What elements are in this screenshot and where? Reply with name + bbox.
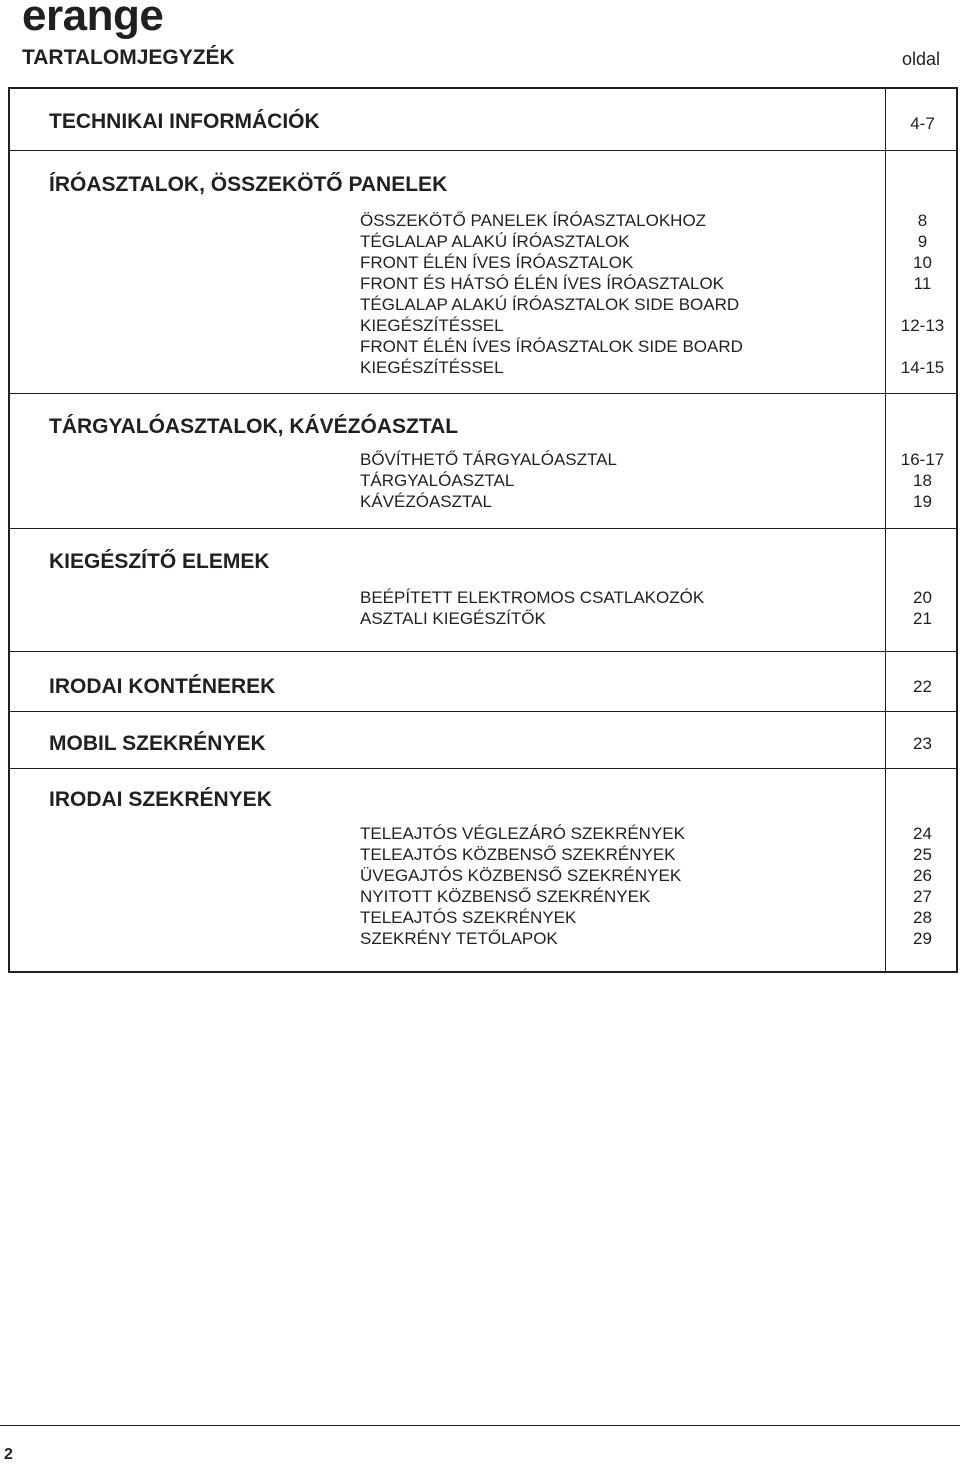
toc-entry[interactable]: TÉGLALAP ALAKÚ ÍRÓASZTALOK [360,232,630,251]
toc-entry[interactable]: TELEAJTÓS VÉGLEZÁRÓ SZEKRÉNYEK [360,824,685,843]
toc-page-number: 14-15 [900,358,945,377]
entry-list-iroasztalok [360,210,880,378]
row-divider [10,651,956,652]
toc-entry[interactable]: TELEAJTÓS SZEKRÉNYEK [360,908,577,927]
section-title-irodai-szekrenyek[interactable]: IRODAI SZEKRÉNYEK [49,788,272,811]
row-divider [10,393,956,394]
toc-page-number: 12-13 [900,316,945,335]
section-title-targyaloasztalok[interactable]: TÁRGYALÓASZTALOK, KÁVÉZÓASZTAL [49,415,459,438]
section-title-iroasztalok[interactable]: ÍRÓASZTALOK, ÖSSZEKÖTŐ PANELEK [49,173,448,196]
toc-page-number: 27 [913,887,932,906]
section-page-technikai: 4-7 [910,114,935,133]
toc-entry[interactable]: TELEAJTÓS KÖZBENSŐ SZEKRÉNYEK [360,845,676,864]
row-divider [10,768,956,769]
toc-page-number: 21 [913,609,932,628]
section-title-technikai[interactable]: TECHNIKAI INFORMÁCIÓK [49,110,320,133]
toc-entry[interactable]: FRONT ÉS HÁTSÓ ÉLÉN ÍVES ÍRÓASZTALOK [360,274,725,293]
brand-logo-rest: range [45,0,164,40]
toc-entry[interactable]: ÜVEGAJTÓS KÖZBENSŐ SZEKRÉNYEK [360,866,682,885]
toc-page-number: 11 [913,274,932,293]
entry-list-irodai-szekrenyek [360,823,880,949]
entry-list-kiegeszito-elemek [360,587,880,629]
toc-table [8,87,958,973]
toc-page-number: 8 [917,211,928,230]
row-divider [10,150,956,151]
toc-page-number [887,294,958,315]
page-number: 2 [4,1446,13,1463]
toc-entry[interactable]: SZEKRÉNY TETŐLAPOK [360,929,558,948]
toc-entry[interactable]: KIEGÉSZÍTÉSSEL [360,316,504,335]
footer-rule [0,1425,960,1426]
brand-logo: erange [22,0,163,38]
toc-page-number: 20 [913,588,932,607]
section-page-irodai-kontenerek: 22 [913,677,932,696]
page-list-iroasztalok [887,210,958,378]
toc-entry[interactable]: NYITOTT KÖZBENSŐ SZEKRÉNYEK [360,887,651,906]
toc-entry[interactable]: FRONT ÉLÉN ÍVES ÍRÓASZTALOK SIDE BOARD [360,337,743,356]
toc-entry[interactable]: FRONT ÉLÉN ÍVES ÍRÓASZTALOK [360,253,634,272]
page-list-irodai-szekrenyek [887,823,958,949]
page-list-kiegeszito-elemek [887,587,958,629]
section-page-mobil-szekrenyek: 23 [913,734,932,753]
toc-entry[interactable]: KÁVÉZÓASZTAL [360,492,492,511]
toc-page-number: 10 [913,253,932,272]
toc-page-number: 19 [913,492,932,511]
toc-entry[interactable]: BŐVÍTHETŐ TÁRGYALÓASZTAL [360,450,617,469]
entry-list-targyaloasztalok [360,449,880,512]
toc-page-number: 28 [913,908,932,927]
toc-entry[interactable]: TÉGLALAP ALAKÚ ÍRÓASZTALOK SIDE BOARD [360,295,740,314]
section-title-kiegeszito-elemek[interactable]: KIEGÉSZÍTŐ ELEMEK [49,550,270,573]
toc-entry[interactable]: BEÉPÍTETT ELEKTROMOS CSATLAKOZÓK [360,588,705,607]
toc-entry[interactable]: KIEGÉSZÍTÉSSEL [360,358,504,377]
toc-page-number [887,336,958,357]
column-divider [885,89,886,971]
toc-page-number: 18 [913,471,932,490]
row-divider [10,711,956,712]
toc-page-number: 9 [917,232,928,251]
toc-page-number: 26 [913,866,932,885]
toc-page-number: 25 [913,845,932,864]
page-title: TARTALOMJEGYZÉK [22,46,235,69]
section-title-irodai-kontenerek[interactable]: IRODAI KONTÉNEREK [49,675,276,698]
page-list-targyaloasztalok [887,449,958,512]
toc-page-number: 16-17 [900,450,945,469]
row-divider [10,528,956,529]
toc-entry[interactable]: ÖSSZEKÖTŐ PANELEK ÍRÓASZTALOKHOZ [360,211,707,230]
toc-entry[interactable]: ASZTALI KIEGÉSZÍTŐK [360,609,546,628]
toc-page-number: 29 [913,929,932,948]
section-title-mobil-szekrenyek[interactable]: MOBIL SZEKRÉNYEK [49,732,266,755]
page-column-label: oldal [901,49,940,69]
toc-page-number: 24 [913,824,932,843]
toc-entry[interactable]: TÁRGYALÓASZTAL [360,471,515,490]
